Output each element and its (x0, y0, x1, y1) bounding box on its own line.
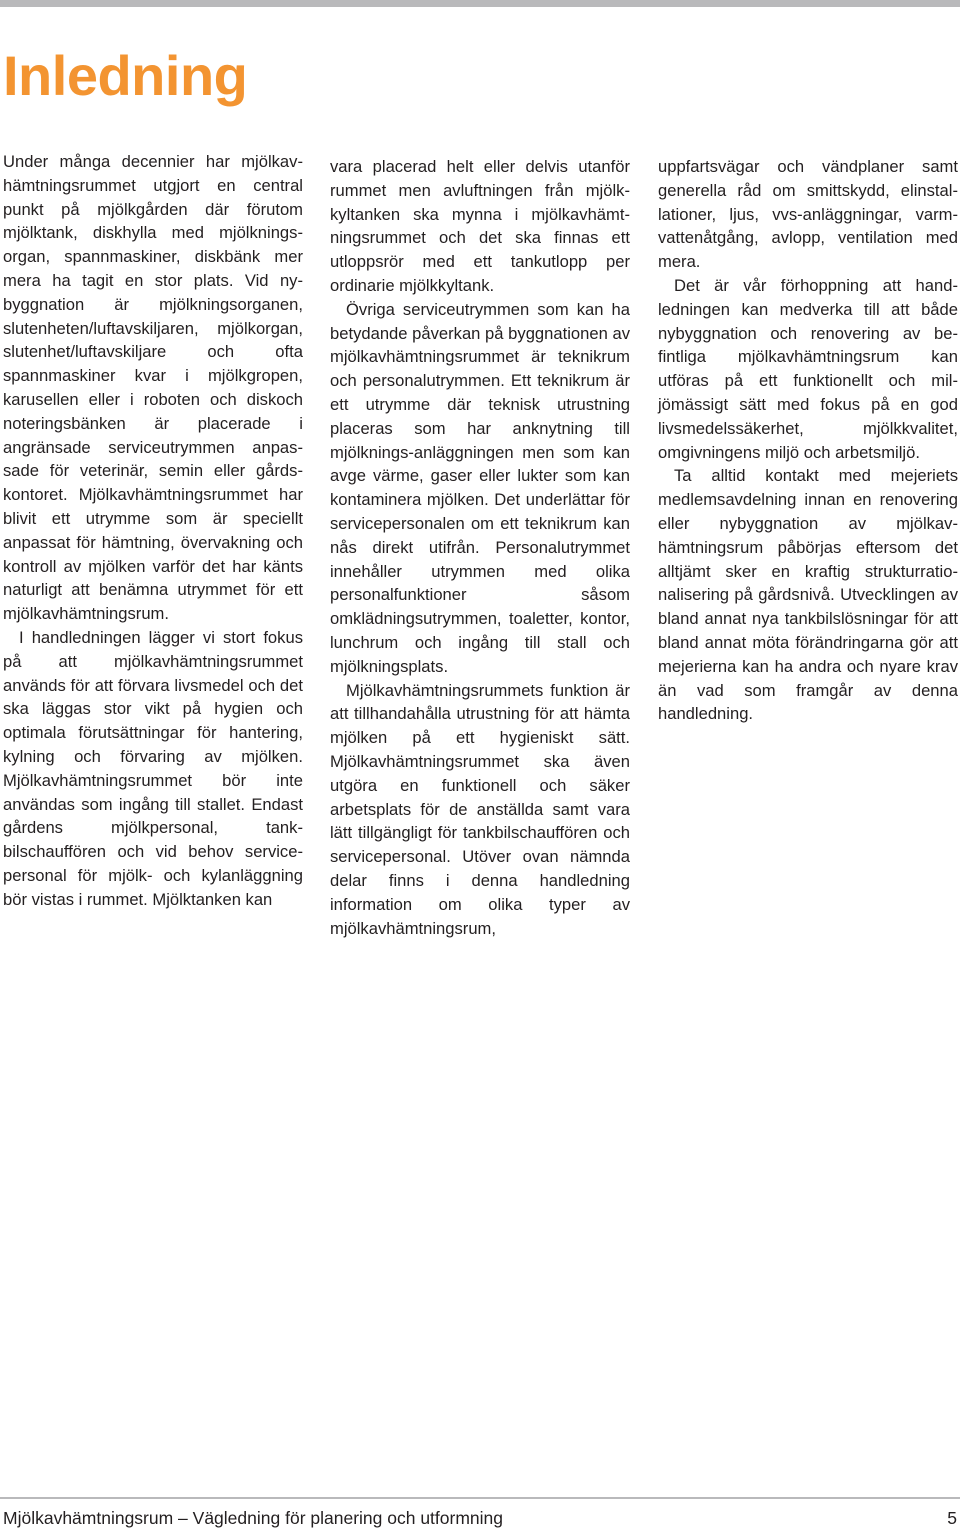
paragraph: uppfartsvägar och vändplaner samt generella råd om smittskydd, elinstallationer, ljus, vvs-anläggningar, varmvattenåtgång, avlopp, ventilation med mera. (658, 157, 958, 272)
text-column-2 (330, 155, 630, 940)
paragraph: Mjölkavhämtningsrummets funktion är att tillhandahålla utrustning för att hämta mjölken på ett hygieniskt sätt. Mjölkavhämtningsrummet ska även utgöra en funktionell och säker arbetsplats för de anställda samt vara lätt tillgängligt för tankbilschauffören och servicepersonal. Utöver ovan nämnda delar finns i denna handledning information om olika typer av mjölkavhämtningsrum, (330, 680, 630, 938)
top-rule (0, 0, 960, 7)
paragraph: Under många decennier har mjölkavhämtningsrummet utgjort en central punkt på mjölkgården där förutom mjölktank, diskhylla med mjölkningsorgan, spannmaskiner, diskbänk mer mera ha tagit en stor plats. Vid nybyggnation är mjölkningsorganen, slutenheten/luftavskiljaren, mjölkorgan, slutenhet/luftavskiljare och ofta spannmaskiner kvar i mjölkgropen, karusellen eller i roboten och diskoch noteringsbänken är placerade i angränsade serviceutrymmen anpassade för veterinär, semin eller gårdskontoret. Mjölkavhämtningsrummet har blivit ett utrymme som är speciellt anpassat för hämtning, övervakning och kontroll av mjölken varför det har känts naturligt att benämna utrymmet för ett mjölkavhämtningsrum. (3, 152, 303, 624)
bottom-rule (0, 1497, 960, 1499)
text-column-3 (658, 155, 958, 726)
text-column-1 (3, 150, 303, 912)
page-number: 5 (947, 1508, 957, 1528)
paragraph: Det är vår förhoppning att handledningen kan medverka till att både nybyggnation och renovering av befintliga mjölkavhämtningsrum kan utföras på ett funktionellt och miljömässigt sätt med fokus på en god livsmedelssäkerhet, mjölkkvalitet, omgivningens miljö och arbetsmiljö. (658, 275, 958, 462)
page-title: Inledning (3, 44, 248, 107)
paragraph: vara placerad helt eller delvis utanför rummet men avluftningen från mjölkkyltanken ska mynna i mjölkavhämtningsrummet och det ska finnas ett utloppsrör med ett tankutlopp per ordinarie mjölkkyltank. (330, 157, 630, 295)
paragraph: Ta alltid kontakt med mejeriets medlemsavdelning innan en renovering eller nybyggnation av mjölkavhämtningsrum påbörjas eftersom det alltjämt sker en kraftig strukturrationalisering på gårdsnivå. Utvecklingen av bland annat nya tankbilslösningar för att bland annat möta förändringarna gör att mejerierna kan ha andra och nyare krav än vad som framgår av denna handledning. (658, 466, 958, 724)
footer-title: Mjölkavhämtningsrum – Vägledning för planering och utformning (3, 1508, 503, 1528)
paragraph: I handledningen lägger vi stort fokus på att mjölkavhämtningsrummet används för att förvara livsmedel och det ska läggas stor vikt på hygien och optimala förutsättningar för hantering, kylning och förvaring av mjölken. Mjölkavhämtningsrummet bör inte användas som ingång till stallet. Endast gårdens mjölkpersonal, tankbilschauffören och vid behov servicepersonal för mjölk- och kylanläggning bör vistas i rummet. Mjölktanken kan (3, 627, 303, 909)
paragraph: Övriga serviceutrymmen som kan ha betydande påverkan på byggnationen av mjölkavhämtningsrummet är teknikrum och personalutrymmen. Ett teknikrum är ett utrymme där teknisk utrustning placeras som har anknytning till mjölknings-anläggningen men som kan avge värme, gaser eller lukter som kan kontaminera mjölken. Det underlättar för servicepersonalen om ett teknikrum kan nås direkt utifrån. Personalutrymmet innehåller utrymmen med olika personalfunktioner såsom omklädningsutrymmen, toaletter, kontor, lunchrum och ingång till stall och mjölkningsplats. (330, 299, 630, 676)
